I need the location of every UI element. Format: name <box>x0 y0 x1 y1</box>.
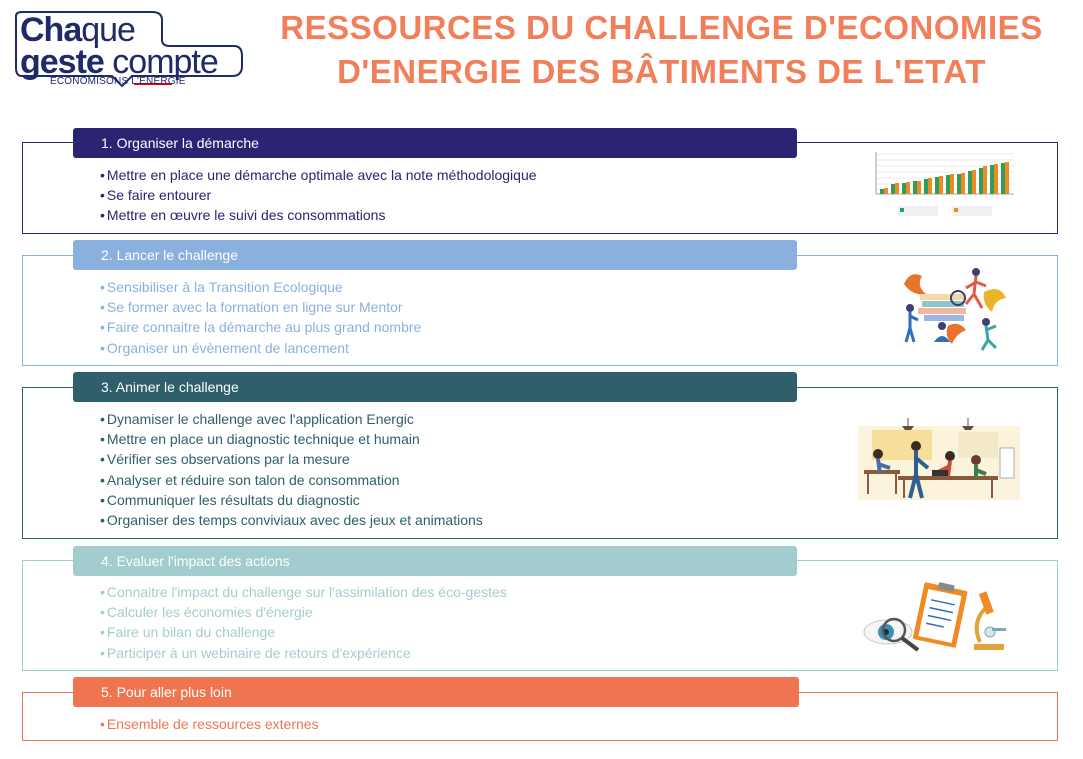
list-item[interactable]: • Faire connaitre la démarche au plus grand nombre <box>100 317 421 337</box>
list-item[interactable]: • Organiser un évènement de lancement <box>100 338 421 358</box>
learning-people-illustration <box>896 264 1011 352</box>
page-title-line2: D'ENERGIE DES BÂTIMENTS DE L'ETAT <box>337 53 986 90</box>
list-item[interactable]: • Calculer les économies d'énergie <box>100 602 507 622</box>
list-item[interactable]: • Faire un bilan du challenge <box>100 622 507 642</box>
bar-chart-illustration <box>868 148 1018 223</box>
list-item[interactable]: • Mettre en œuvre le suivi des consommations <box>100 205 537 225</box>
list-item[interactable]: • Connaitre l'impact du challenge sur l'assimilation des éco-gestes <box>100 582 507 602</box>
section-organiser-header[interactable]: 1. Organiser la démarche <box>73 128 797 158</box>
list-item[interactable]: • Participer à un webinaire de retours d'expérience <box>100 643 507 663</box>
list-item[interactable]: • Mettre en place un diagnostic technique et humain <box>100 429 483 449</box>
team-workshop-illustration <box>858 418 1020 500</box>
chaque-geste-compte-logo <box>12 10 244 90</box>
list-item[interactable]: • Sensibiliser à la Transition Ecologique <box>100 277 421 297</box>
evaluation-illustration <box>862 580 1012 656</box>
section-plus-loin-header[interactable]: 5. Pour aller plus loin <box>73 677 799 707</box>
list-item[interactable]: • Ensemble de ressources externes <box>100 714 319 734</box>
section-evaluer-header[interactable]: 4. Evaluer l'impact des actions <box>73 546 797 576</box>
list-item[interactable]: • Vérifier ses observations par la mesure <box>100 449 483 469</box>
logo-line2: geste compte <box>20 43 218 81</box>
logo-line1: Chaque <box>20 11 135 49</box>
list-item[interactable]: • Se former avec la formation en ligne sur Mentor <box>100 297 421 317</box>
list-item[interactable]: • Dynamiser le challenge avec l'application Energic <box>100 409 483 429</box>
page-title <box>240 6 1083 94</box>
page-title-line1: RESSOURCES DU CHALLENGE D'ECONOMIES <box>280 9 1043 46</box>
section-plus-loin-list <box>100 714 319 734</box>
list-item[interactable]: • Analyser et réduire son talon de consommation <box>100 470 483 490</box>
section-lancer-header[interactable]: 2. Lancer le challenge <box>73 240 797 270</box>
logo-tagline: ÉCONOMISONS L'ÉNERGIE <box>50 76 186 87</box>
list-item[interactable]: • Organiser des temps conviviaux avec des jeux et animations <box>100 510 483 530</box>
section-organiser-list <box>100 165 537 226</box>
list-item[interactable]: • Se faire entourer <box>100 185 537 205</box>
section-evaluer-list <box>100 582 507 663</box>
section-animer-header[interactable]: 3. Animer le challenge <box>73 372 797 402</box>
section-lancer-list <box>100 277 421 358</box>
list-item[interactable]: • Communiquer les résultats du diagnostic <box>100 490 483 510</box>
section-animer-list <box>100 409 483 530</box>
list-item[interactable]: • Mettre en place une démarche optimale avec la note méthodologique <box>100 165 537 185</box>
